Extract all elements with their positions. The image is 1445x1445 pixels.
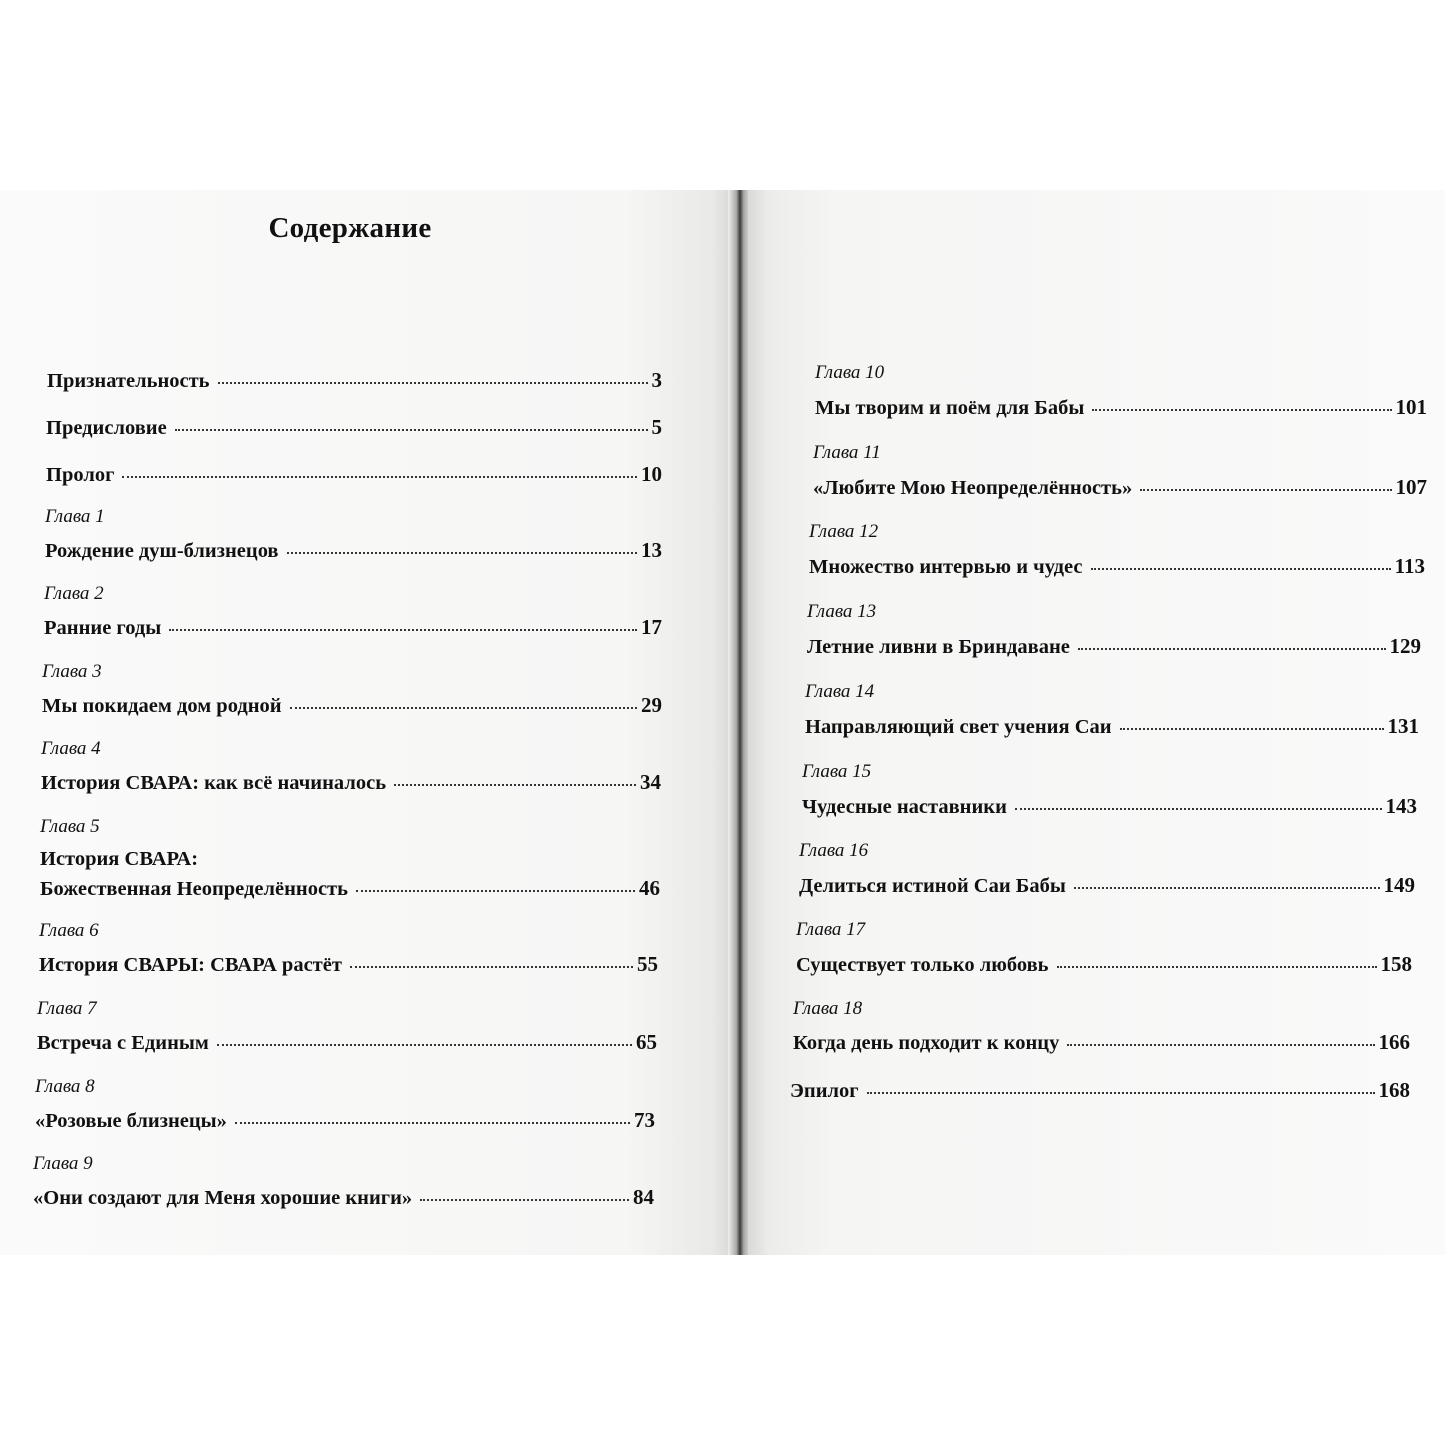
- leader-dots: [175, 427, 648, 431]
- entry-title: Делиться истиной Саи Бабы: [799, 875, 1066, 897]
- leader-dots: [394, 782, 636, 786]
- leader-dots: [290, 705, 637, 709]
- leader-dots: [1092, 407, 1391, 411]
- chapter-label: Глава 10: [815, 362, 885, 383]
- leader-dots: [356, 888, 635, 892]
- leader-dots: [217, 1042, 632, 1046]
- chapter-label: Глава 13: [807, 601, 877, 622]
- leader-dots: [867, 1090, 1375, 1094]
- entry-title: Направляющий свет учения Саи: [805, 716, 1112, 738]
- entry-title: Рождение душ-близнецов: [45, 540, 279, 562]
- left-page: [0, 190, 735, 1255]
- entry-title: Признательность: [47, 370, 210, 392]
- book-spread: [0, 190, 1445, 1255]
- right-page: [748, 190, 1445, 1255]
- entry-page: 5: [651, 415, 662, 439]
- toc-entry: [45, 506, 662, 570]
- entry-page: 107: [1395, 475, 1427, 499]
- toc-entry: [807, 601, 1421, 665]
- entry-page: 3: [651, 368, 662, 392]
- leader-dots: [122, 474, 637, 478]
- toc-entry: [37, 998, 657, 1062]
- toc-entry: [813, 442, 1427, 506]
- entry-title: История СВАРЫ: СВАРА растёт: [39, 954, 342, 976]
- entry-title: Летние ливни в Бриндаване: [807, 636, 1070, 658]
- chapter-label: Глава 17: [796, 919, 866, 940]
- page-title: Содержание: [268, 212, 432, 244]
- entry-title: Пролог: [46, 464, 115, 486]
- chapter-label: Глава 9: [33, 1153, 93, 1174]
- leader-dots: [1078, 646, 1386, 650]
- chapter-label: Глава 5: [40, 816, 100, 837]
- entry-page: 113: [1394, 554, 1425, 578]
- toc-entry: [46, 454, 662, 494]
- entry-title: Предисловие: [46, 417, 167, 439]
- entry-page: 166: [1378, 1030, 1410, 1054]
- entry-page: 34: [640, 770, 661, 794]
- entry-title: История СВАРА: как всё начиналось: [41, 772, 387, 794]
- leader-dots: [1074, 885, 1380, 889]
- entry-title-line1: История СВАРА:: [40, 848, 199, 870]
- toc-entry: [799, 840, 1415, 904]
- leader-dots: [218, 380, 648, 384]
- toc-entry: [815, 362, 1427, 426]
- chapter-label: Глава 1: [45, 506, 105, 527]
- entry-page: 17: [641, 615, 662, 639]
- entry-title: Множество интервью и чудес: [809, 556, 1083, 578]
- leader-dots: [420, 1197, 629, 1201]
- entry-page: 10: [641, 462, 662, 486]
- toc-entry: [47, 360, 662, 400]
- toc-entry: [44, 583, 662, 647]
- toc-entry: [46, 407, 662, 447]
- chapter-label: Глава 11: [813, 442, 881, 463]
- chapter-label: Глава 7: [37, 998, 97, 1019]
- toc-entry: [42, 661, 662, 725]
- chapter-label: Глава 18: [793, 998, 863, 1019]
- toc-entry: [793, 998, 1410, 1062]
- leader-dots: [1140, 487, 1391, 491]
- entry-title: «Любите Мою Неопределённость»: [813, 477, 1133, 499]
- entry-page: 168: [1378, 1078, 1410, 1102]
- toc-entry: [35, 1076, 655, 1140]
- toc-entry: [790, 1074, 1410, 1114]
- toc-entry: [796, 919, 1412, 983]
- chapter-label: Глава 3: [42, 661, 102, 682]
- toc-entry: [802, 761, 1417, 825]
- entry-page: 46: [639, 876, 660, 900]
- toc-entry: [805, 681, 1419, 745]
- leader-dots: [235, 1120, 630, 1124]
- entry-title: Эпилог: [790, 1080, 859, 1102]
- leader-dots: [350, 964, 633, 968]
- chapter-label: Глава 16: [799, 840, 869, 861]
- entry-page: 65: [636, 1030, 657, 1054]
- chapter-label: Глава 8: [35, 1076, 95, 1097]
- chapter-label: Глава 4: [41, 738, 101, 759]
- leader-dots: [1120, 726, 1384, 730]
- toc-entry: [39, 920, 658, 984]
- entry-page: 158: [1380, 952, 1412, 976]
- leader-dots: [287, 550, 637, 554]
- entry-title: Встреча с Единым: [37, 1032, 209, 1054]
- entry-page: 131: [1387, 714, 1419, 738]
- entry-title: Мы покидаем дом родной: [42, 695, 282, 717]
- toc-entry: [809, 521, 1425, 585]
- leader-dots: [1067, 1042, 1374, 1046]
- entry-page: 129: [1389, 634, 1421, 658]
- entry-page: 55: [637, 952, 658, 976]
- entry-page: 29: [641, 693, 662, 717]
- entry-page: 101: [1395, 395, 1427, 419]
- entry-page: 149: [1383, 873, 1415, 897]
- toc-entry: [41, 738, 661, 802]
- chapter-label: Глава 14: [805, 681, 875, 702]
- leader-dots: [169, 627, 637, 631]
- entry-page: 73: [634, 1108, 655, 1132]
- entry-title: Ранние годы: [44, 617, 162, 639]
- leader-dots: [1015, 806, 1382, 810]
- chapter-label: Глава 2: [44, 583, 104, 604]
- entry-title: «Они создают для Меня хорошие книги»: [33, 1187, 413, 1209]
- leader-dots: [1091, 566, 1391, 570]
- chapter-label: Глава 6: [39, 920, 99, 941]
- entry-title: Мы творим и поём для Бабы: [815, 397, 1085, 419]
- toc-entry: [40, 816, 660, 906]
- chapter-label: Глава 12: [809, 521, 879, 542]
- entry-title-line2: Божественная Неопределённость: [40, 878, 348, 900]
- entry-title: Когда день подходит к концу: [793, 1032, 1060, 1054]
- entry-title: Чудесные наставники: [802, 796, 1007, 818]
- entry-page: 143: [1385, 794, 1417, 818]
- entry-page: 84: [633, 1185, 654, 1209]
- chapter-label: Глава 15: [802, 761, 872, 782]
- entry-page: 13: [641, 538, 662, 562]
- entry-title: «Розовые близнецы»: [35, 1110, 227, 1132]
- entry-title: Существует только любовь: [796, 954, 1049, 976]
- toc-entry: [33, 1153, 654, 1217]
- leader-dots: [1057, 964, 1377, 968]
